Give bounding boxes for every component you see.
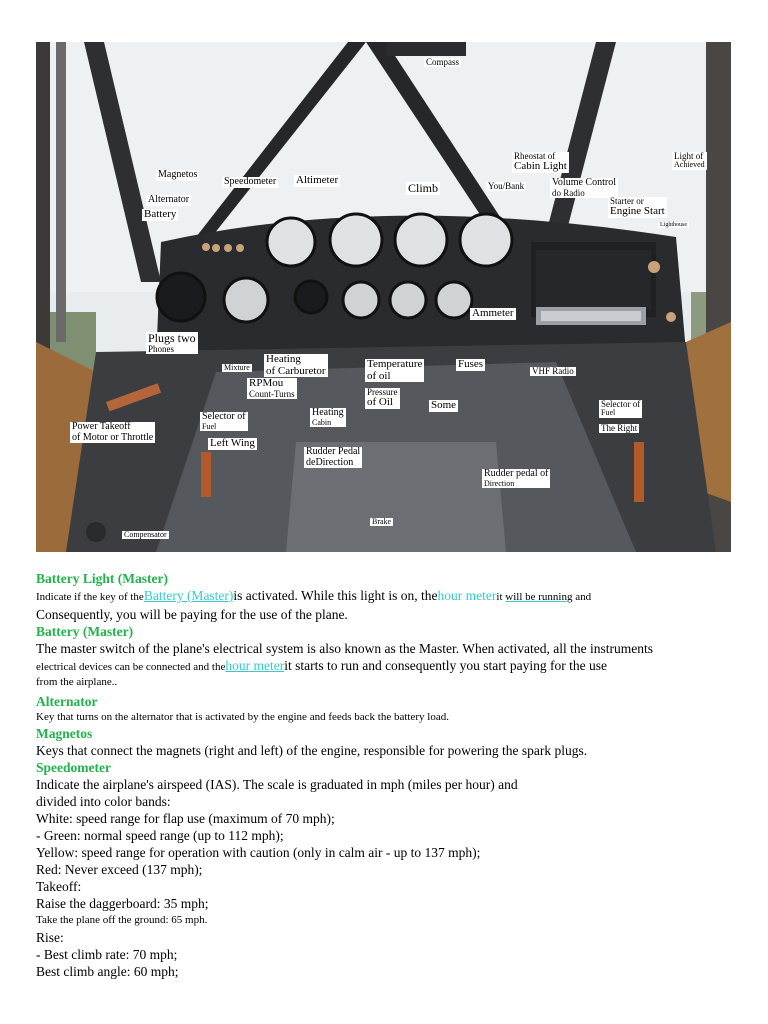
battery-master-link[interactable]: Battery (Master) (143, 588, 234, 603)
label-pressure-oil: Pressure of Oil (367, 387, 398, 409)
label-yaw-bank: You/Bank (488, 181, 525, 191)
label-left-wing: Left Wing (210, 437, 255, 449)
heading-speedometer: Speedometer (36, 760, 111, 775)
section-battery-light: Battery Light (Master) Indicate if the key of theBattery (Master)is activated. While this light is on, thehour meterit will be running and Consequently, you will be paying for the use of the plane. (36, 570, 736, 623)
hour-meter-link[interactable]: hour meter (437, 588, 497, 603)
label-ammeter: Ammeter (472, 307, 514, 319)
label-some: Some (431, 399, 457, 411)
label-rpm: RPMou Count-Turns (249, 377, 295, 399)
label-starter: Starter or Engine Start (610, 196, 665, 218)
label-vhf-radio: VHF Radio (532, 366, 574, 376)
cockpit-illustration (36, 42, 731, 552)
label-volume-control: Volume Control do Radio (552, 177, 616, 198)
label-selector-fuel-left: Selector of Fuel (202, 411, 246, 431)
label-temperature-oil: Temperature of oil (367, 358, 423, 382)
label-alternator: Alternator (148, 194, 190, 205)
label-heating-cabin: Heating Cabin (312, 407, 344, 427)
hour-meter-link-2[interactable]: hour meter (225, 658, 285, 673)
label-rheostat: Rheostat of Cabin Light (514, 151, 567, 173)
heading-magnetos: Magnetos (36, 726, 93, 741)
cockpit-photo (36, 42, 731, 552)
label-mixture: Mixture (224, 363, 250, 372)
label-plugs-phones: Plugs two Phones (148, 331, 196, 354)
section-speedometer: Speedometer Indicate the airplane's airspeed (IAS). The scale is graduated in mph (miles per hour) and divided into color bands: White: speed range for flap use (maximum of 70 mph); - Green: normal speed range (up to 112 mph); Yellow: speed range for operation with caution (only in calm air - up to 137 mph); Red: Never exceed (137 mph); Takeoff: Raise the daggerboard: 35 mph; Take the plane off the ground: 65 mph. Rise: - Best climb rate: 70 mph; Best climb angle: 60 mph; (36, 759, 736, 980)
label-selector-fuel-right: Selector of Fuel (601, 399, 641, 418)
label-rudder-pedal-right: Rudder pedal of Direction (484, 468, 549, 488)
label-compass: Compass (426, 57, 460, 67)
label-fuses: Fuses (458, 358, 484, 370)
label-light-achieved: Light of Achieved (674, 151, 705, 170)
label-altimeter: Altimeter (296, 174, 339, 186)
heading-battery: Battery (Master) (36, 624, 134, 639)
label-power-takeoff: Power Takeoff of Motor or Throttle (72, 421, 154, 443)
label-rudder-pedal-direction: Rudder Pedal deDirection (306, 446, 361, 468)
section-alternator: Alternator Key that turns on the alternator that is activated by the engine and feeds back the battery load. (36, 693, 736, 725)
section-magnetos: Magnetos Keys that connect the magnets (right and left) of the engine, responsible for powering the spark plugs. (36, 725, 736, 759)
label-battery: Battery (144, 208, 177, 220)
label-brake: Brake (372, 517, 392, 526)
heading-battery-light: Battery Light (Master) (36, 571, 168, 586)
label-compensator: Compensator (124, 530, 167, 539)
section-battery: Battery (Master) The master switch of the plane's electrical system is also known as the Master. When activated, all the instruments electrical devices can be connected and thehour meterit starts to run and consequently you start paying for the use from the airplane.. (36, 623, 736, 689)
description-text (36, 570, 736, 980)
label-heating-carburetor: Heating of Carburetor (266, 353, 326, 377)
heading-alternator: Alternator (36, 694, 98, 709)
label-the-right: The Right (601, 423, 638, 433)
label-speedometer: Speedometer (224, 176, 277, 187)
label-magnetos: Magnetos (158, 169, 198, 180)
label-climb: Climb (408, 181, 439, 195)
label-lighthouse: Lighthouse (660, 222, 687, 228)
